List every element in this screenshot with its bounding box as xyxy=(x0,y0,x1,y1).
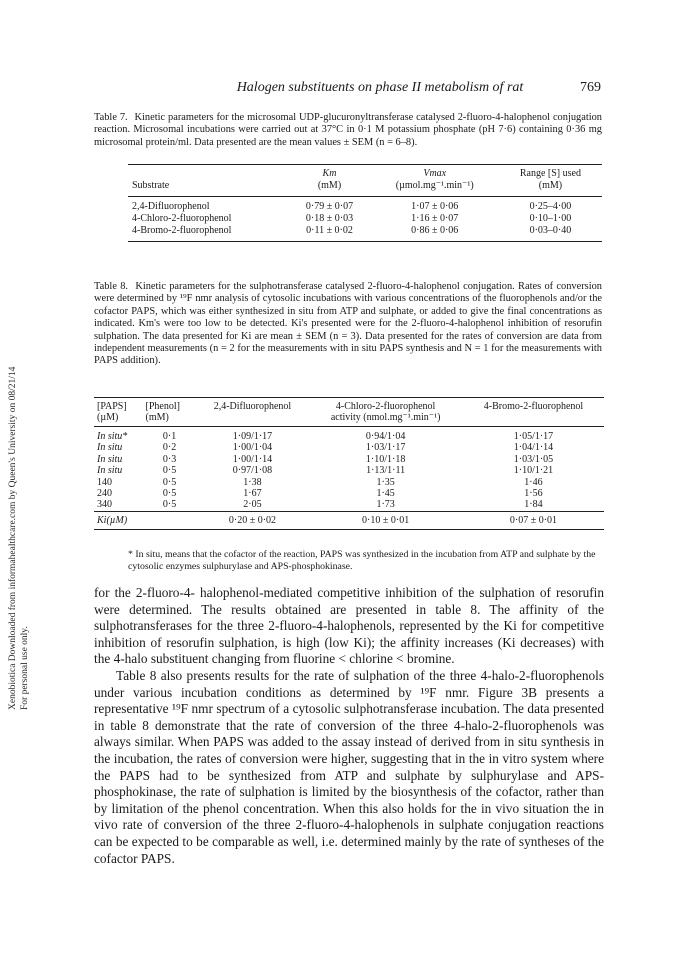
t8-cell-bromo: 1·05/1·17 xyxy=(513,431,554,442)
body-text xyxy=(94,585,604,867)
t8-cell-phenol: 0·3 xyxy=(162,453,177,465)
download-watermark xyxy=(4,10,34,710)
t8-cell-phenol: 0·2 xyxy=(162,442,177,454)
table-row xyxy=(94,427,604,443)
t8-ki-label: Ki(µM) xyxy=(94,511,143,529)
t8-cell-phenol: 0·1 xyxy=(162,431,177,442)
t8-cell-chloro: 1·10/1·18 xyxy=(365,453,406,465)
t7-range-label: Range [S] used xyxy=(519,168,581,179)
t8-paps-label: [PAPS] xyxy=(97,401,127,412)
t8-header-bromo: 4-Bromo-2-fluorophenol xyxy=(463,398,604,427)
t7-vmax-label: Vmax xyxy=(423,168,447,179)
t8-header-phenol xyxy=(143,398,197,427)
t8-cell-bromo: 1·04/1·14 xyxy=(513,442,554,454)
t8-cell-paps: In situ* xyxy=(97,431,128,442)
t8-cell-paps: 340 xyxy=(97,499,112,511)
table-7-caption-text: Kinetic parameters for the microsomal UDP-glucuronyltransferase catalysed 2-fluoro-4-halophenol conjugation reaction. Microsomal incubations were carried out at 37°C in 0·1 M potassium phosphate (pH 7·6) containing 0·36 mg microsomal protein/ml. Data presented are the mean values ± SEM (n = 6–8). xyxy=(94,112,602,148)
t8-cell-chloro: 1·73 xyxy=(376,499,395,511)
t8-cell-bromo: 1·03/1·05 xyxy=(513,453,554,465)
t7-cell-km: 0·79 ± 0·07 xyxy=(305,201,354,212)
paragraph-1: for the 2-fluoro-4- halophenol-mediated competitive inhibition of the sulphation of resorufin were determined. The results obtained are presented in table 8. The affinity of the sulphotransferases for the three 2-fluoro-4-halophenols, represented by the Ki for competitive inhibition of resorufin sulphation, is high (low Ki); the affinity increases (Ki decreases) with the 4-halo substituent changing from fluorine < chlorine < bromine. xyxy=(94,585,604,667)
t8-ki-difluoro: 0·20 ± 0·02 xyxy=(197,511,309,529)
table-8-caption-text: Kinetic parameters for the sulphotransferase catalysed 2-fluoro-4-halophenol conjugation. Rates of conversion were determined by ¹⁹F nmr analysis of cytosolic incubations with various concentrations of the fluorophenols and/or the cofactor PAPS, which was either synthesized in situ from ATP and sulphate, or added to give the final concentrations as indicated. Km's were too low to be detected. Ki's presented were for the 2-fluoro-4-halophenol inhibition of resorufin sulphation. The data presented for Ki are mean ± SEM (n = 3). Data presented for the rates of conversion are data from independent measurements (n = 2 for the measurements with in situ PAPS synthesis and N = 1 for the measurements with PAPS addition). xyxy=(94,281,602,367)
t8-cell-paps: In situ xyxy=(97,442,123,454)
watermark-line-1: Xenobiotica Downloaded from informahealthcare.com by Queen's University on 08/21/14 xyxy=(8,366,18,710)
t8-ki-bromo: 0·07 ± 0·01 xyxy=(463,511,604,529)
page-number: 769 xyxy=(580,80,601,95)
t8-cell-phenol: 0·5 xyxy=(162,499,177,511)
t7-cell-vmax: 1·07 ± 0·06 xyxy=(411,201,459,212)
ki-row xyxy=(94,511,604,529)
t8-cell-difluoro: 1·09/1·17 xyxy=(232,431,273,442)
table-8 xyxy=(94,397,604,530)
t7-cell-substrate: 4-Bromo-2-fluorophenol xyxy=(132,225,232,236)
t8-cell-difluoro: 1·00/1·14 xyxy=(232,453,273,465)
table-row xyxy=(128,225,602,242)
table-row xyxy=(128,197,602,214)
t8-cell-bromo: 1·10/1·21 xyxy=(513,465,554,477)
t8-cell-bromo: 1·84 xyxy=(524,499,543,511)
t8-activity-label: activity (nmol.mg⁻¹.min⁻¹) xyxy=(330,412,441,423)
table-row xyxy=(94,488,604,499)
t8-cell-paps: 240 xyxy=(97,488,112,500)
table-row xyxy=(94,499,604,511)
t7-km-label: Km xyxy=(322,168,337,179)
table-row xyxy=(94,465,604,476)
t8-cell-difluoro: 2·05 xyxy=(243,499,262,511)
t7-cell-range: 0·25–4·00 xyxy=(529,201,572,212)
table-8-label: Table 8. xyxy=(94,281,129,292)
t7-range-unit: (mM) xyxy=(538,180,563,191)
table-7-caption xyxy=(94,112,602,149)
t8-cell-difluoro: 1·67 xyxy=(243,488,262,500)
table-8-caption xyxy=(94,281,602,368)
t8-cell-bromo: 1·56 xyxy=(524,488,543,500)
t7-header-vmax xyxy=(371,165,499,197)
t8-cell-paps: In situ xyxy=(97,465,123,477)
t8-cell-difluoro: 0·97/1·08 xyxy=(232,465,273,477)
t8-cell-difluoro: 1·38 xyxy=(243,476,262,488)
t8-cell-phenol: 0·5 xyxy=(162,488,177,500)
t8-cell-chloro: 1·45 xyxy=(376,488,395,500)
t8-ki-empty xyxy=(143,511,197,529)
t8-paps-unit: (µM) xyxy=(97,412,119,423)
t8-phenol-label: [Phenol] xyxy=(145,401,180,412)
t7-cell-km: 0·11 ± 0·02 xyxy=(306,225,353,236)
t7-cell-range: 0·10–1·00 xyxy=(529,213,572,224)
t7-cell-km: 0·18 ± 0·03 xyxy=(305,213,354,224)
t8-cell-chloro: 1·13/1·11 xyxy=(366,465,406,477)
table-row xyxy=(94,477,604,488)
t8-header-difluoro: 2,4-Difluorophenol xyxy=(197,398,309,427)
t8-cell-phenol: 0·5 xyxy=(162,465,177,477)
t8-header-paps xyxy=(94,398,143,427)
watermark-line-2: For personal use only. xyxy=(20,626,30,710)
t8-header-chloro xyxy=(308,398,463,427)
t8-cell-difluoro: 1·00/1·04 xyxy=(232,442,273,454)
t7-cell-substrate: 2,4-Difluorophenol xyxy=(132,201,210,212)
table-row xyxy=(128,213,602,225)
t8-ki-chloro: 0·10 ± 0·01 xyxy=(308,511,463,529)
table-row xyxy=(94,454,604,465)
paragraph-2: Table 8 also presents results for the rate of sulphation of the three 4-halo-2-fluorophenols under various incubation conditions as determined by ¹⁹F nmr. Figure 3B presents a representative ¹⁹F nmr spectrum of a cytosolic sulphotransferase incubation. The data presented in table 8 demonstrate that the rate of conversion of the three 4-halo-2-fluorophenols was always similar. When PAPS was added to the assay instead of derived from in situ synthesis in the incubation, the rates of conversion were higher, suggesting that in the in vitro system where the PAPS had to be synthesized from ATP and sulphate by sulphurylase and APS-phosphokinase, the rate of sulphation is limited by the biosynthesis of the cofactor, rather than by limitation of the phenol concentration. When this also holds for the in vivo situation the in vivo rate of conversion of the three 2-fluoro-4-halophenols in sulphate conjugation reactions can be expected to be comparable as well, i.e. determined mainly by the rate of syntheses of the cofactor PAPS. xyxy=(94,667,604,866)
t7-header-km xyxy=(288,165,370,197)
t8-phenol-unit: (mM) xyxy=(145,412,169,423)
t8-cell-bromo: 1·46 xyxy=(524,476,543,488)
t7-cell-substrate: 4-Chloro-2-fluorophenol xyxy=(132,213,232,224)
t7-cell-range: 0·03–0·40 xyxy=(529,225,572,236)
t7-header-substrate: Substrate xyxy=(128,165,288,197)
t8-cell-chloro: 1·03/1·17 xyxy=(365,442,406,454)
t7-vmax-unit: (µmol.mg⁻¹.min⁻¹) xyxy=(395,180,474,191)
t8-cell-chloro: 0·94/1·04 xyxy=(365,431,406,442)
table-7 xyxy=(128,164,602,242)
table-8-footnote: * In situ, means that the cofactor of the reaction, PAPS was synthesized in the incubation from ATP and sulphate by the cytosolic enzymes sulphurylase and APS-phosphokinase. xyxy=(128,549,596,572)
t8-cell-phenol: 0·5 xyxy=(162,476,177,488)
running-title: Halogen substituents on phase II metabolism of rat xyxy=(236,80,524,95)
table-row xyxy=(94,442,604,453)
t8-cell-paps: 140 xyxy=(97,476,112,488)
t8-chloro-label: 4-Chloro-2-fluorophenol xyxy=(335,401,436,412)
t8-cell-paps: In situ xyxy=(97,453,123,465)
t7-cell-vmax: 1·16 ± 0·07 xyxy=(411,213,459,224)
t7-header-range xyxy=(499,165,602,197)
t8-cell-chloro: 1·35 xyxy=(376,476,395,488)
t7-cell-vmax: 0·86 ± 0·06 xyxy=(411,225,459,236)
table-7-label: Table 7. xyxy=(94,112,128,123)
t7-km-unit: (mM) xyxy=(317,180,342,191)
